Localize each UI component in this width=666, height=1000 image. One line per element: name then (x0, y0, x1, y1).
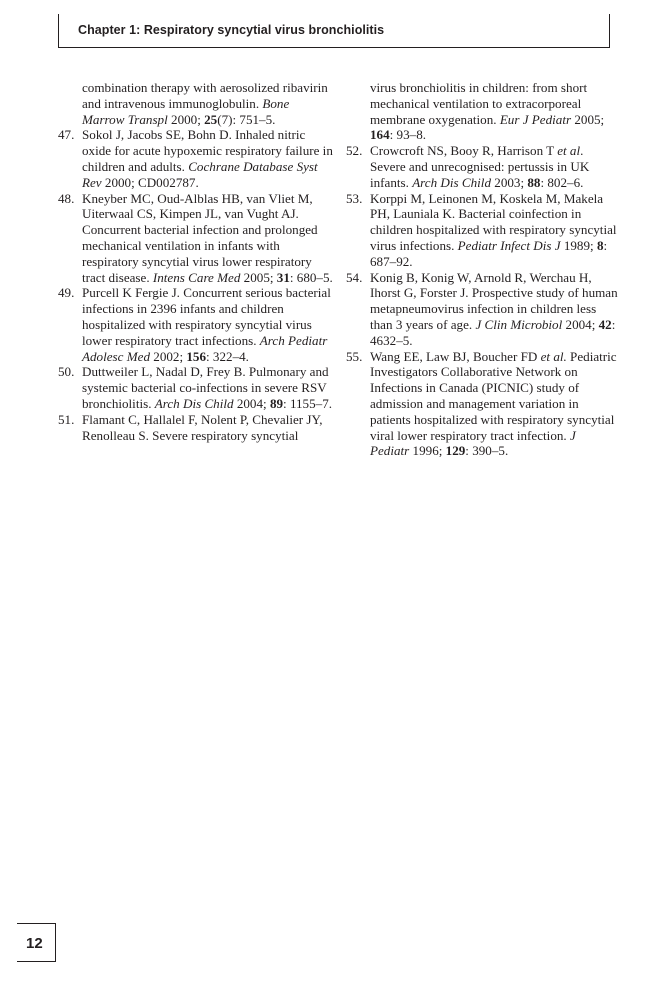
reference-number: 54. (346, 269, 363, 285)
citation-text: virus bronchiolitis in children: from short mechanical ventilation to extracorporeal membrane oxygenation. (370, 80, 588, 127)
journal-or-emphasis: Arch Pediatr Adolesc Med (82, 332, 328, 364)
page-number-box (17, 923, 56, 962)
reference-continuation (58, 80, 334, 127)
citation-text: Purcell K Fergie J. Concurrent serious bacterial infections in 2396 infants and children hospitalized with respiratory syncytial virus lower respiratory tract infections. (82, 285, 331, 348)
reference-number: 47. (58, 127, 75, 143)
journal-or-emphasis: J Pediatr (370, 427, 576, 459)
citation-text: : 322–4. (206, 348, 249, 364)
journal-or-emphasis: J Clin Microbiol (475, 316, 563, 332)
citation-text: : 802–6. (540, 174, 584, 190)
reference-text (82, 285, 334, 364)
volume-number: 31 (276, 269, 290, 285)
reference-text (370, 143, 618, 190)
reference-item (58, 285, 334, 364)
citation-text: Wang EE, Law BJ, Boucher FD (370, 348, 541, 364)
reference-number: 55. (346, 348, 363, 364)
citation-text: (7): 751–5. (217, 111, 276, 127)
journal-or-emphasis: Arch Dis Child (412, 174, 491, 190)
citation-text: 2000; (167, 111, 205, 127)
volume-number: 89 (269, 395, 284, 411)
citation-text: Sokol J, Jacobs SE, Bohn D. Inhaled nitric oxide for acute hypoxemic respiratory failure in children and adults. (82, 127, 333, 174)
reference-text (370, 270, 618, 349)
reference-text (370, 80, 618, 143)
citation-text: : 680–5. (289, 269, 333, 285)
citation-text: : 687–92. (370, 237, 608, 269)
citation-text: 2000; CD002787. (101, 174, 199, 190)
journal-or-emphasis: Cochrane Database Syst Rev (82, 158, 318, 190)
citation-text: Flamant C, Hallalel F, Nolent P, Chevalier JY, Renolleau S. Severe respiratory syncytial (82, 411, 323, 443)
citation-text: Konig B, Konig W, Arnold R, Werchau H, Ihorst G, Forster J. Prospective study of human metapneumovirus infection in children less than 3 years of age. (370, 269, 618, 332)
reference-text (370, 191, 618, 270)
citation-text: Crowcroft NS, Booy R, Harrison T (370, 143, 558, 159)
reference-item (58, 191, 334, 286)
reference-continuation (346, 80, 618, 143)
citation-text: 2005; (571, 111, 605, 127)
citation-text: Korppi M, Leinonen M, Koskela M, Makela PH, Launiala K. Bacterial coinfection in children hospitalized with respiratory syncytial virus infections. (370, 190, 617, 253)
reference-text (82, 412, 334, 444)
reference-item (346, 191, 618, 270)
running-header (58, 14, 610, 48)
citation-text: 2004; (233, 395, 270, 411)
citation-text: Pediatric Investigators Collaborative Network on Infections in Canada (PICNIC) study of admission and management variation in patients hospitalized with respiratory syncytial viral lower respiratory tract infection. (370, 348, 617, 443)
reference-item (58, 412, 334, 444)
journal-or-emphasis: Eur J Pediatr (499, 111, 572, 127)
citation-text: Duttweiler L, Nadal D, Frey B. Pulmonary and systemic bacterial co-infections in severe RSV bronchiolitis. (82, 364, 329, 411)
reference-item (346, 270, 618, 349)
journal-or-emphasis: Bone Marrow Transpl (82, 95, 290, 127)
reference-number: 50. (58, 364, 75, 380)
citation-text: . Severe and unrecognised: pertussis in UK infants. (370, 143, 590, 190)
volume-number: 156 (186, 348, 207, 364)
volume-number: 88 (527, 174, 541, 190)
reference-column-right (346, 80, 618, 459)
reference-number: 53. (346, 190, 363, 206)
citation-text: 2003; (491, 174, 528, 190)
reference-text (370, 349, 618, 460)
journal-or-emphasis: Intens Care Med (152, 269, 241, 285)
journal-or-emphasis: et al. (540, 348, 567, 364)
citation-text: : 390–5. (465, 443, 509, 459)
citation-text: : 1155–7. (283, 395, 333, 411)
volume-number: 8 (596, 237, 604, 253)
reference-number: 49. (58, 285, 75, 301)
citation-text: 1989; (560, 237, 597, 253)
citation-text: 2002; (150, 348, 187, 364)
citation-text: Kneyber MC, Oud-Alblas HB, van Vliet M, Uiterwaal CS, Kimpen JL, van Vught AJ. Concurrent bacterial infection and prolonged mechanical ventilation in infants with respiratory syncytial virus lower respiratory tract disease. (82, 190, 318, 285)
reference-column-left (58, 80, 334, 443)
reference-text (82, 191, 334, 286)
journal-or-emphasis: et al (557, 143, 581, 159)
reference-item (58, 127, 334, 190)
reference-number: 52. (346, 143, 363, 159)
reference-item (58, 364, 334, 411)
volume-number: 42 (598, 316, 612, 332)
citation-text: 1996; (409, 443, 446, 459)
reference-text (82, 364, 334, 411)
reference-text (82, 80, 334, 127)
reference-number: 51. (58, 411, 75, 427)
volume-number: 25 (204, 111, 218, 127)
citation-text: 2004; (562, 316, 599, 332)
chapter-title: Chapter 1: Respiratory syncytial virus bronchiolitis (78, 23, 385, 37)
citation-text: : 93–8. (389, 127, 427, 143)
reference-item (346, 349, 618, 460)
volume-number: 129 (445, 443, 466, 459)
citation-text: 2005; (240, 269, 277, 285)
journal-or-emphasis: Arch Dis Child (154, 395, 234, 411)
page-number: 12 (26, 935, 43, 952)
citation-text: combination therapy with aerosolized ribavirin and intravenous immunoglobulin. (82, 80, 328, 111)
volume-number: 164 (370, 127, 390, 143)
citation-text: : 4632–5. (370, 316, 616, 348)
reference-text (82, 127, 334, 190)
reference-number: 48. (58, 190, 75, 206)
reference-item (346, 143, 618, 190)
journal-or-emphasis: Pediatr Infect Dis J (457, 237, 561, 253)
